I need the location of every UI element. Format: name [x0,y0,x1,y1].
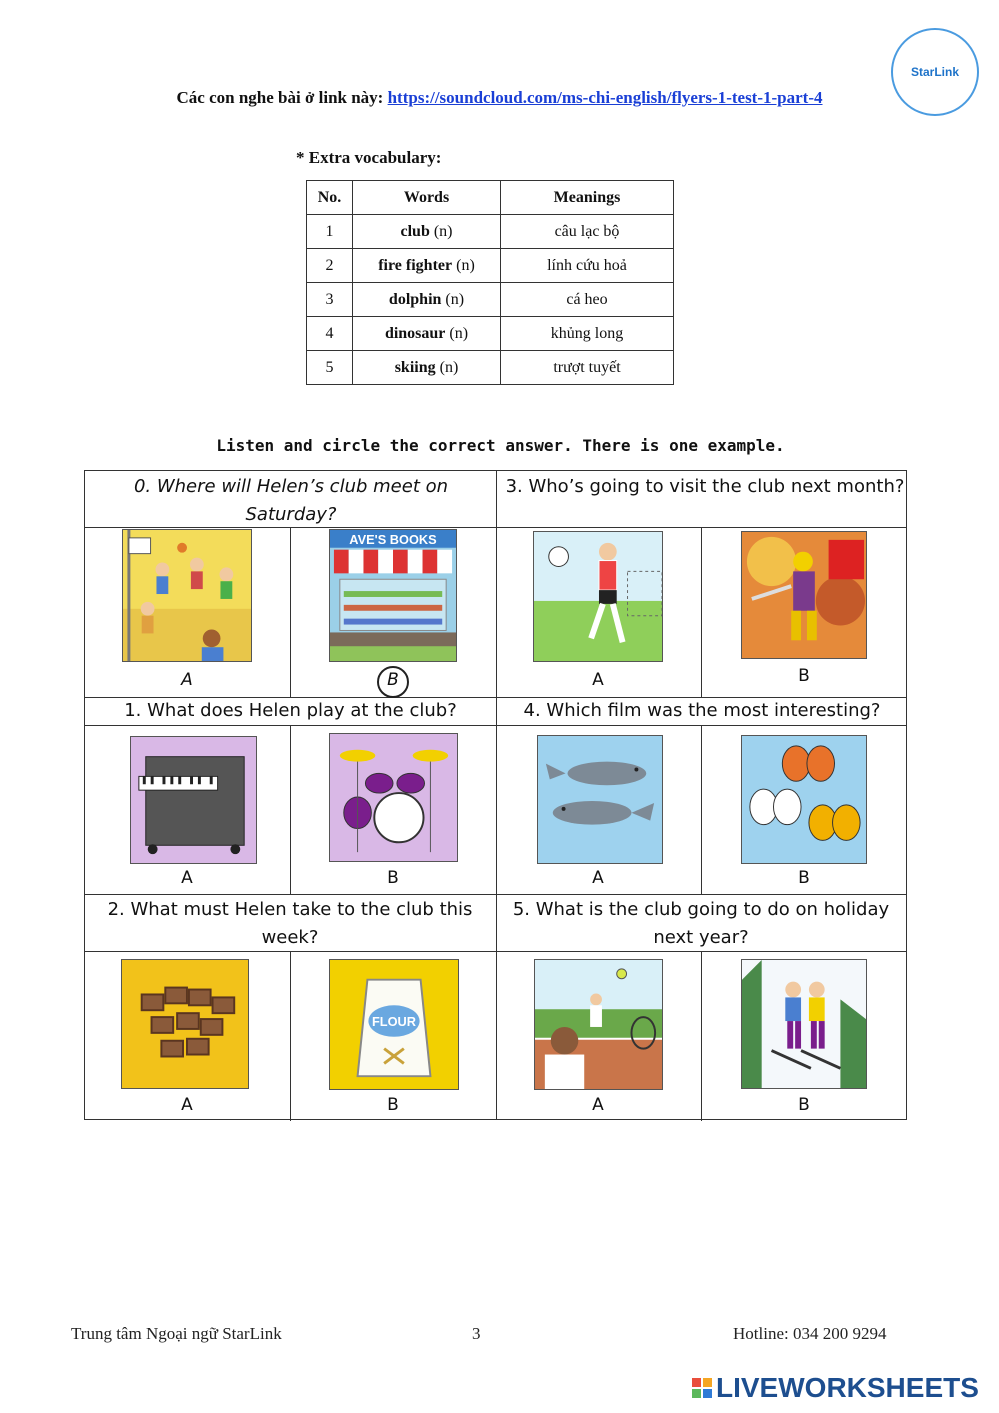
flour-illustration [330,960,458,1089]
row-no: 2 [307,249,353,283]
chocolate-illustration [122,960,248,1088]
logo-text: StarLink [910,65,959,79]
part-of-speech: (n) [445,290,465,308]
piano-illustration [131,737,256,863]
grid-line [290,527,291,697]
row-no: 4 [307,317,353,351]
question-1: 1. What does Helen play at the club? [124,700,457,721]
grid-line [290,725,291,894]
picture-tennis[interactable] [534,959,663,1090]
option-label-a[interactable]: A [592,868,604,888]
word: dinosaur [384,324,446,342]
part-of-speech: (n) [439,358,459,376]
row-meaning: khủng long [501,317,674,351]
row-meaning: lính cứu hoả [501,249,674,283]
row-meaning: câu lạc bộ [501,215,674,249]
row-word [353,317,501,351]
row-word [353,351,501,385]
bookshop-illustration [330,530,456,661]
part-of-speech: (n) [456,256,475,274]
vocab-title: * Extra vocabulary: [296,148,442,167]
shop-sign-text: AVE'S BOOKS [349,531,437,547]
word: club [400,222,430,240]
header-words: Words [353,181,501,215]
question-5: 5. What is the club going to do on holiday next year? [512,899,890,948]
option-label-b[interactable]: B [798,868,810,888]
part-of-speech: (n) [449,324,469,342]
row-word [353,283,501,317]
picture-bookshop[interactable] [329,529,457,662]
picture-basketball[interactable] [122,529,252,662]
table-row [307,317,674,351]
option-label-b[interactable]: B [798,1095,810,1115]
row-no: 3 [307,283,353,317]
vocab-header-row [307,181,674,215]
row-word [353,249,501,283]
tennis-illustration [535,960,662,1089]
footer-page-number: 3 [472,1324,481,1343]
footer-hotline: Hotline: 034 200 9294 [733,1324,887,1343]
listening-link-line [0,88,999,108]
brand-text: LIVEWORKSHEETS [716,1372,979,1403]
picture-chocolate[interactable] [121,959,249,1089]
liveworksheets-icon [692,1378,712,1398]
table-row [307,215,674,249]
butterflies-illustration [742,736,866,863]
vocab-table [306,180,674,385]
soundcloud-link[interactable]: https://soundcloud.com/ms-chi-english/flyers-1-test-1-part-4 [387,88,823,107]
question-3: 3. Who’s going to visit the club next month? [505,476,905,497]
row-word [353,215,501,249]
option-label-b[interactable]: B [387,670,399,690]
row-meaning: trượt tuyết [501,351,674,385]
header-no: No. [307,181,353,215]
basketball-illustration [123,530,251,661]
option-label-a[interactable]: A [592,670,604,690]
picture-drums[interactable] [329,733,458,862]
grid-line [701,725,702,894]
question-4: 4. Which film was the most interesting? [523,700,881,721]
word: dolphin [388,290,442,308]
grid-line [701,951,702,1121]
link-intro: Các con nghe bài ở link này: [176,88,384,107]
liveworksheets-logo [692,1372,979,1404]
option-label-a[interactable]: A [181,670,193,690]
option-label-b[interactable]: B [798,666,810,686]
picture-flour[interactable] [329,959,459,1090]
option-label-a[interactable]: A [181,1095,193,1115]
dolphins-illustration [538,736,662,863]
part-of-speech: (n) [433,222,453,240]
option-label-a[interactable]: A [592,1095,604,1115]
grid-line [496,471,497,1119]
grid-line [290,951,291,1121]
flour-bag-text: FLOUR [371,1013,417,1029]
grid-line [701,527,702,697]
table-row [307,249,674,283]
table-row [307,283,674,317]
picture-piano[interactable] [130,736,257,864]
table-row [307,351,674,385]
football-player-illustration [534,532,662,661]
option-label-b[interactable]: B [387,1095,399,1115]
question-grid [84,470,907,1120]
picture-football-player[interactable] [533,531,663,662]
row-meaning: cá heo [501,283,674,317]
fire-fighter-illustration [742,532,866,658]
picture-butterflies[interactable] [741,735,867,864]
row-no: 5 [307,351,353,385]
picture-dolphins[interactable] [537,735,663,864]
picture-skiing[interactable] [741,959,867,1089]
instruction: Listen and circle the correct answer. There is one example. [216,436,785,455]
word: fire fighter [378,256,453,274]
word: skiing [394,358,436,376]
skiing-illustration [742,960,866,1088]
picture-fire-fighter[interactable] [741,531,867,659]
question-0: 0. Where will Helen’s club meet on Saturday? [133,476,449,525]
option-label-a[interactable]: A [181,868,193,888]
drums-illustration [330,734,457,861]
header-meanings: Meanings [501,181,674,215]
option-label-b[interactable]: B [387,868,399,888]
row-no: 1 [307,215,353,249]
question-2: 2. What must Helen take to the club this week? [107,899,473,948]
footer-center-name: Trung tâm Ngoại ngữ StarLink [71,1324,282,1343]
